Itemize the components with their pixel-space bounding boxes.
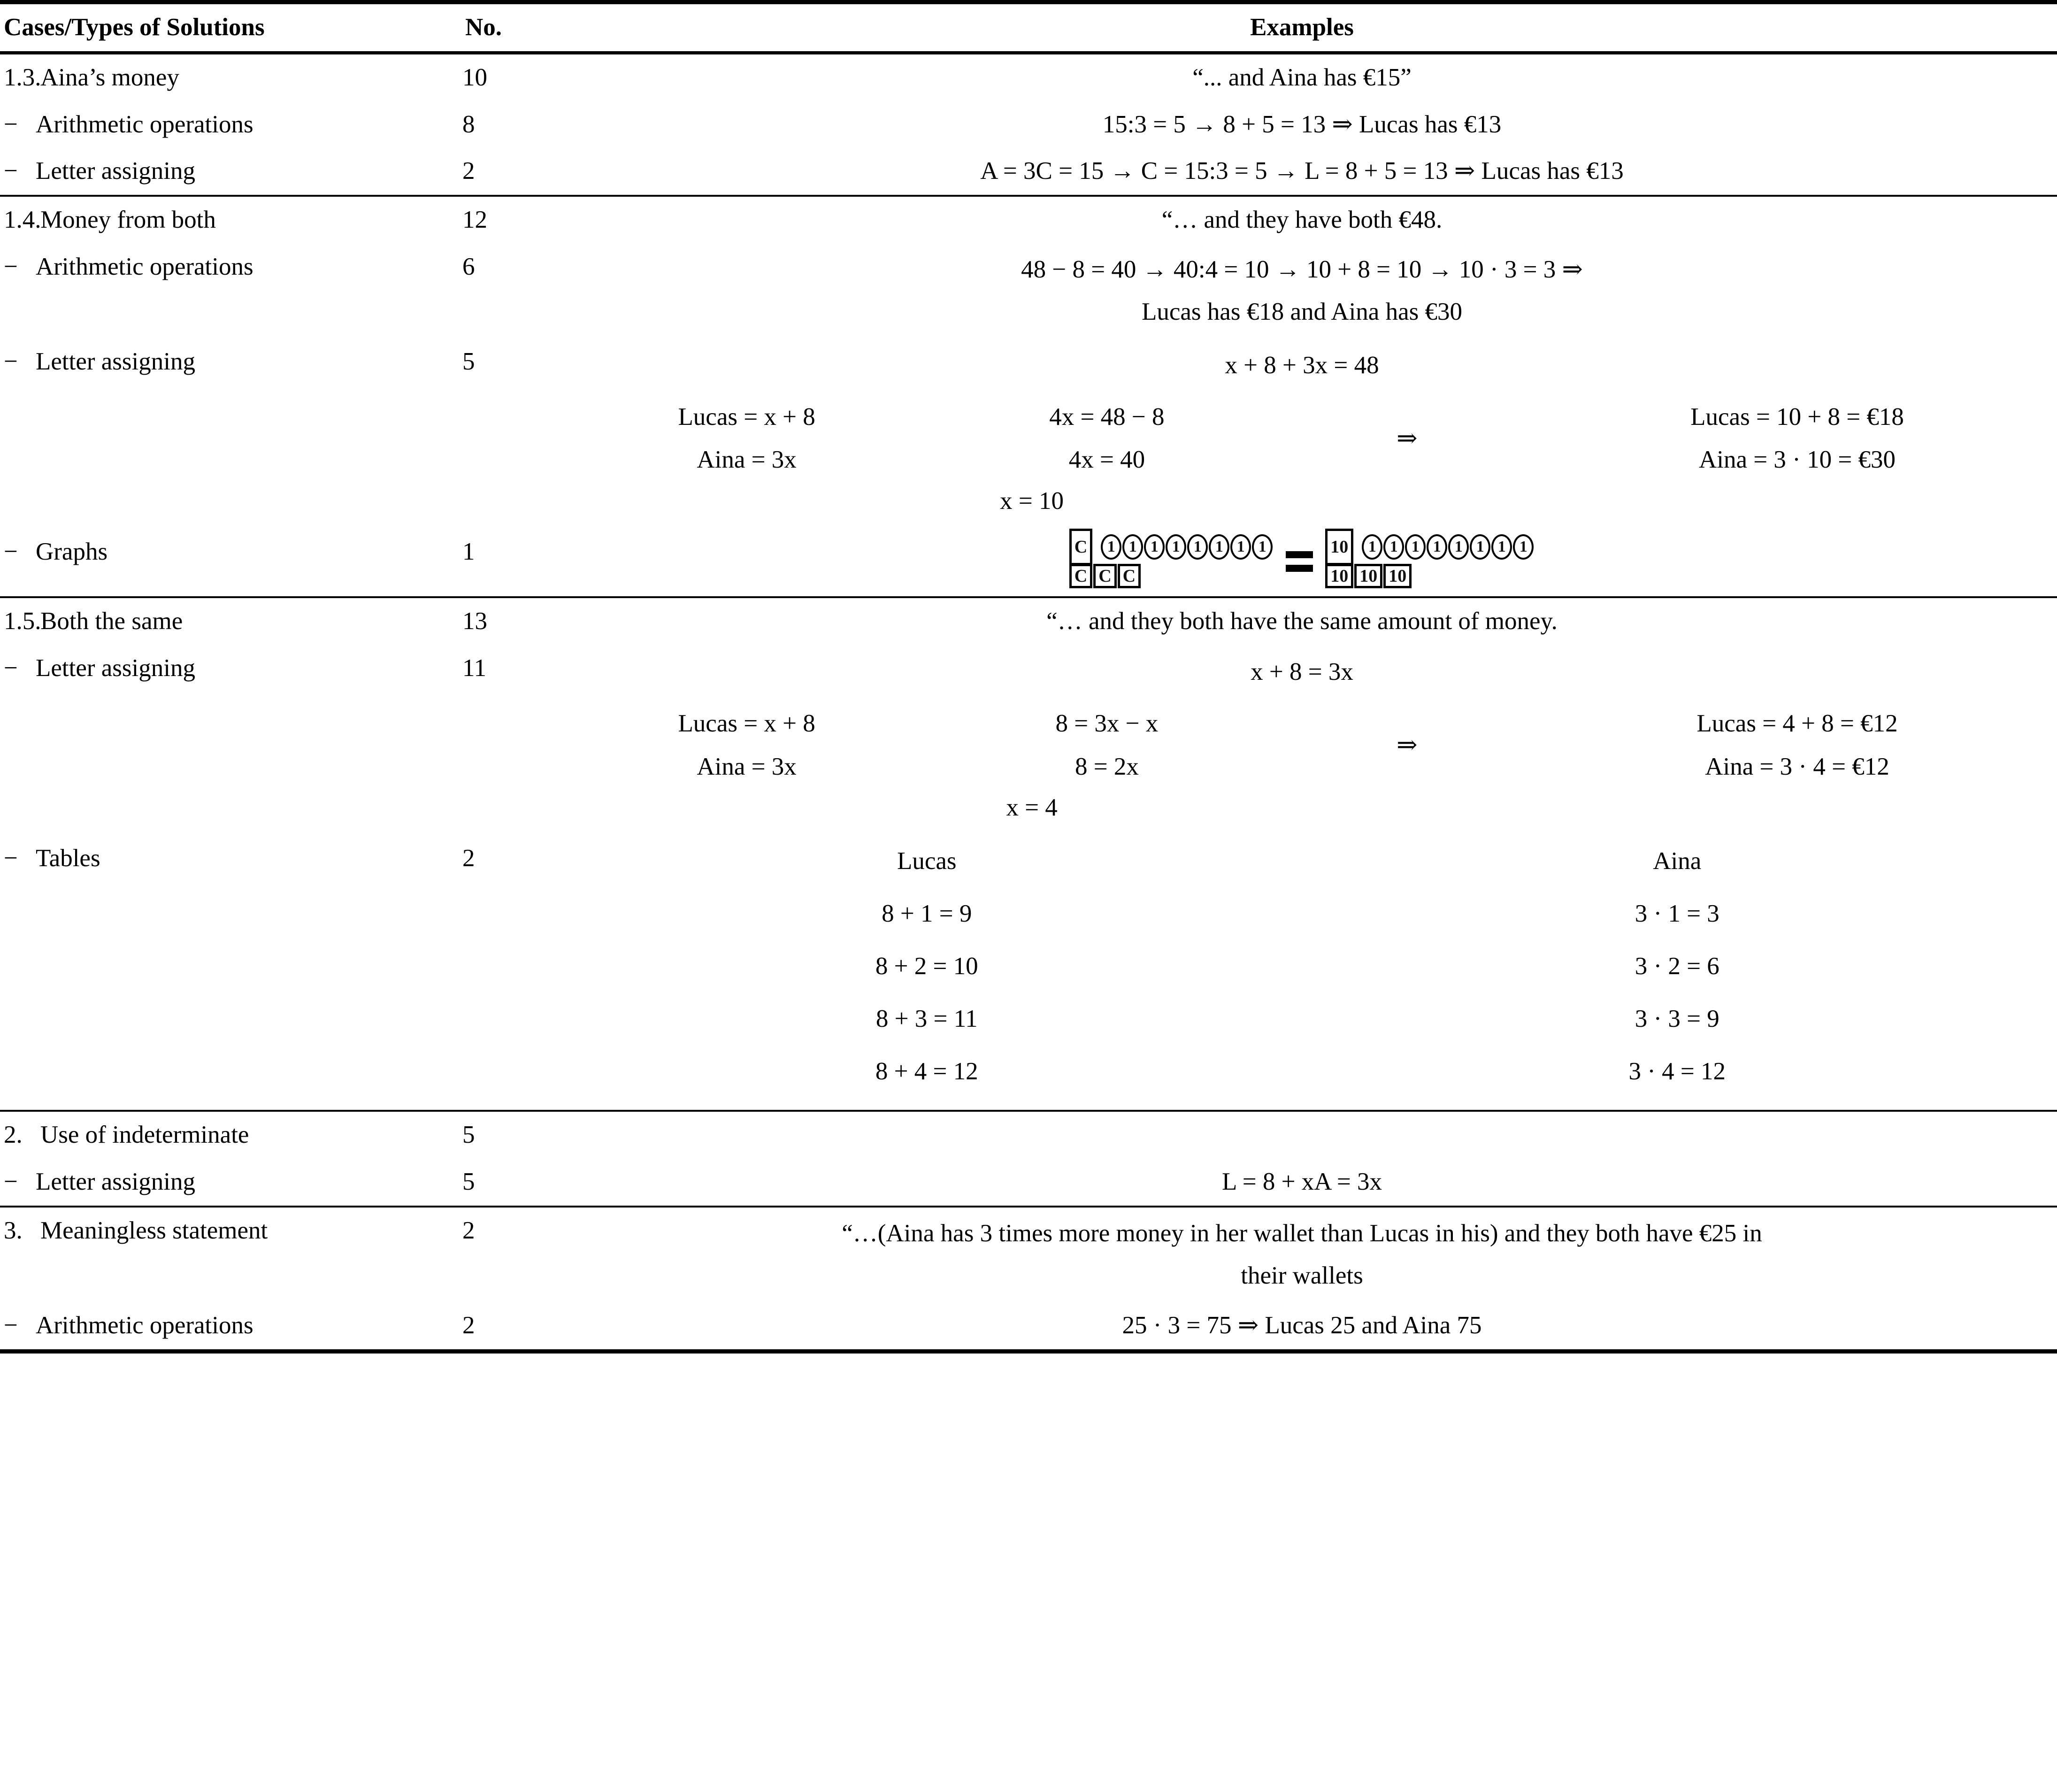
inner-table-cell: 8 + 1 = 9 (882, 900, 972, 928)
subrow-1-5-letter-example (552, 645, 2057, 835)
subrow-2-letter-example: L = 8 + xA = 3x (1222, 1168, 1382, 1196)
equation-cell: 4x = 40 (1068, 446, 1145, 474)
implies-arrow-glyph: ⇒ (1397, 731, 1418, 759)
bullet-dash-icon: − (4, 1168, 18, 1196)
table-row (0, 148, 2057, 195)
inner-table-cell: 3 · 2 = 6 (1635, 952, 1719, 980)
table-row (0, 1207, 2057, 1302)
equation-column-results (1542, 702, 2052, 789)
equation-cell: Lucas = 10 + 8 = €18 (1690, 403, 1904, 431)
header-bottom-rule (0, 51, 2057, 54)
subrow-1-4-graphs-count: 1 (462, 538, 475, 566)
subrow-3-arithmetic-example: 25 · 3 = 75 ⇒ Lucas 25 and Aina 75 (1122, 1311, 1482, 1339)
example-line-1: “…(Aina has 3 times more money in her wallet than Lucas in his) and they both have €25 in (842, 1220, 1762, 1247)
subrow-1-5-tables-label: Tables (36, 845, 100, 872)
equals-bar-top (1286, 551, 1313, 558)
section-3-label: Meaningless statement (40, 1217, 268, 1245)
box-token-10: 10 (1354, 564, 1382, 588)
section-1-4-label: Money from both (40, 206, 216, 234)
section-1-3-count: 10 (462, 63, 487, 91)
subrow-1-4-letter-label-cell (0, 338, 458, 385)
box-token-10: 10 (1325, 529, 1353, 565)
table-row (0, 1159, 2057, 1206)
subrow-3-arithmetic-count: 2 (462, 1311, 475, 1339)
table-row (0, 101, 2057, 148)
diagram-right-group (1325, 533, 1535, 590)
equation-cell: Lucas = x + 8 (678, 709, 815, 737)
subrow-3-arithmetic-label-cell (0, 1302, 458, 1349)
section-3-count: 2 (462, 1217, 475, 1245)
bullet-dash-icon: − (4, 253, 18, 281)
subrow-1-5-tables-count: 2 (462, 845, 475, 872)
box-token-C: C (1069, 529, 1092, 565)
circle-token-1: 1 (1362, 534, 1382, 560)
table-row (0, 197, 2057, 244)
subrow-3-arithmetic-label: Arithmetic operations (36, 1311, 253, 1339)
section-3-label-cell (0, 1207, 458, 1254)
equation-cell: Aina = 3 · 4 = €12 (1705, 753, 1889, 780)
subrow-1-4-letter-example (552, 338, 2057, 529)
circle-token-1: 1 (1144, 534, 1165, 560)
subrow-1-4-letter-count: 5 (462, 347, 475, 375)
equation-cell: Aina = 3x (697, 446, 797, 474)
equation-cell: Lucas = 4 + 8 = €12 (1696, 709, 1898, 737)
inner-table-cell: 3 · 1 = 3 (1635, 900, 1719, 928)
table-row (0, 54, 2057, 101)
box-token-C: C (1093, 564, 1116, 588)
implies-arrow-glyph: ⇒ (1397, 424, 1418, 452)
bullet-dash-icon: − (4, 538, 18, 566)
inner-table-column-aina (1302, 835, 2053, 1098)
header-no: No. (465, 14, 502, 41)
subrow-2-letter-count: 5 (462, 1168, 475, 1196)
equals-operator-icon (1286, 551, 1313, 572)
header-examples: Examples (1250, 14, 1354, 41)
section-1-3-example: “... and Aina has €15” (1192, 63, 1412, 91)
inner-table-cell: 8 + 2 = 10 (875, 952, 978, 980)
inner-table-cell: 3 · 3 = 9 (1635, 1005, 1719, 1032)
section-1-4-count: 12 (462, 206, 487, 234)
subrow-1-5-letter-label-cell (0, 645, 458, 692)
bullet-dash-icon: − (4, 110, 18, 138)
equation-cell: Lucas = x + 8 (678, 403, 815, 431)
section-1-5-label-cell (0, 598, 458, 645)
table-row (0, 529, 2057, 596)
equation-cell: Aina = 3x (697, 753, 797, 780)
circle-token-1: 1 (1405, 534, 1426, 560)
bar-model-diagram (552, 529, 2052, 596)
equation-bottom: x = 4 (1006, 794, 1058, 822)
circle-token-1: 1 (1491, 534, 1512, 560)
diagram-left-group (1069, 533, 1274, 590)
table-row (0, 338, 2057, 529)
circle-token-1: 1 (1209, 534, 1229, 560)
equation-column-steps (942, 702, 1272, 789)
circle-token-1: 1 (1122, 534, 1143, 560)
section-1-4-number: 1.4. (4, 206, 41, 234)
section-3-example (552, 1207, 2057, 1302)
section-2-label: Use of indeterminate (40, 1121, 249, 1149)
subrow-1-4-arithmetic-label: Arithmetic operations (36, 253, 253, 281)
table-row (0, 244, 2057, 338)
circle-token-1: 1 (1230, 534, 1251, 560)
subrow-1-5-letter-count: 11 (462, 654, 487, 682)
subrow-1-3-letter-count: 2 (462, 157, 475, 185)
section-1-4-example: “… and they have both €48. (1161, 206, 1443, 234)
box-token-C: C (1118, 564, 1141, 588)
inner-table (552, 835, 2052, 1098)
subrow-1-5-tables-example (552, 835, 2057, 1110)
circle-token-1: 1 (1187, 534, 1208, 560)
diagram-right-top-line (1325, 533, 1535, 561)
equals-bar-bottom (1286, 565, 1313, 572)
circle-token-1: 1 (1252, 534, 1273, 560)
equation-grid (552, 385, 2052, 482)
inner-table-header: Lucas (897, 847, 957, 875)
subrow-1-4-graphs-label: Graphs (36, 538, 108, 566)
section-2-count: 5 (462, 1121, 475, 1149)
subrow-1-4-graphs-example (552, 529, 2057, 596)
subrow-1-3-letter-label-cell (0, 148, 458, 195)
equation-top: x + 8 = 3x (1251, 658, 1353, 685)
circle-token-1: 1 (1513, 534, 1534, 560)
section-1-4-label-cell (0, 197, 458, 244)
box-token-10: 10 (1325, 564, 1353, 588)
inner-table-cell: 8 + 4 = 12 (875, 1057, 978, 1085)
equation-cell: 8 = 3x − x (1055, 709, 1159, 737)
equation-column-definitions (552, 702, 942, 789)
circle-token-1: 1 (1448, 534, 1469, 560)
equation-column-definitions (552, 396, 942, 482)
diagram-left-bottom-line (1069, 562, 1274, 590)
table-row (0, 645, 2057, 835)
box-token-C: C (1069, 564, 1092, 588)
section-2-example (552, 1112, 2057, 1127)
subrow-1-3-arithmetic-label: Arithmetic operations (36, 110, 253, 138)
section-1-3-label-cell (0, 54, 458, 101)
subrow-1-3-arithmetic-label-cell (0, 101, 458, 148)
subrow-1-4-arithmetic-label-cell (0, 244, 458, 291)
subrow-1-3-letter-label: Letter assigning (36, 157, 195, 185)
box-token-10: 10 (1383, 564, 1412, 588)
section-1-5-count: 13 (462, 608, 487, 635)
section-2-label-cell (0, 1112, 458, 1159)
bullet-dash-icon: − (4, 157, 18, 185)
table-row (0, 835, 2057, 1110)
subrow-1-4-arithmetic-example (552, 244, 2057, 338)
bullet-dash-icon: − (4, 654, 18, 682)
inner-table-column-lucas (552, 835, 1302, 1098)
subrow-1-3-arithmetic-example: 15:3 = 5 → 8 + 5 = 13 ⇒ Lucas has €13 (1102, 110, 1502, 138)
equation-cell: 8 = 2x (1075, 753, 1139, 780)
equation-implies-arrow-icon (1272, 702, 1542, 789)
subrow-1-3-letter-example: A = 3C = 15 → C = 15:3 = 5 → L = 8 + 5 = 13 ⇒ Lucas has €13 (980, 157, 1624, 185)
bullet-dash-icon: − (4, 845, 18, 872)
equation-top: x + 8 + 3x = 48 (1225, 351, 1379, 379)
circle-token-1: 1 (1101, 534, 1121, 560)
circle-token-1: 1 (1427, 534, 1447, 560)
table-header-row (0, 4, 2057, 51)
subrow-2-letter-label: Letter assigning (36, 1168, 195, 1196)
subrow-1-4-arithmetic-count: 6 (462, 253, 475, 281)
subrow-1-4-letter-label: Letter assigning (36, 347, 195, 375)
equation-grid (552, 692, 2052, 789)
section-1-5-label: Both the same (40, 608, 183, 635)
inner-table-cell: 8 + 3 = 11 (875, 1005, 978, 1032)
section-1-3-label: Aina’s money (40, 63, 179, 91)
equation-column-results (1542, 396, 2052, 482)
circle-token-1: 1 (1383, 534, 1404, 560)
equation-implies-arrow-icon (1272, 396, 1542, 482)
bullet-dash-icon: − (4, 1311, 18, 1339)
section-1-5-number: 1.5. (4, 608, 41, 635)
section-2-number: 2. (4, 1121, 23, 1149)
table-row (0, 598, 2057, 645)
equation-cell: Aina = 3 · 10 = €30 (1699, 446, 1896, 474)
subrow-1-5-letter-label: Letter assigning (36, 654, 195, 682)
diagram-right-bottom-line (1325, 562, 1535, 590)
example-line-2: their wallets (1241, 1261, 1363, 1289)
subrow-1-4-graphs-label-cell (0, 529, 458, 576)
example-line-2: Lucas has €18 and Aina has €30 (1142, 298, 1462, 325)
subrow-2-letter-label-cell (0, 1159, 458, 1206)
circle-token-1: 1 (1470, 534, 1490, 560)
subrow-1-3-arithmetic-count: 8 (462, 110, 475, 138)
header-cases: Cases/Types of Solutions (4, 14, 265, 41)
inner-table-cell: 3 · 4 = 12 (1628, 1057, 1726, 1085)
section-1-5-example: “… and they both have the same amount of money. (1046, 608, 1558, 635)
inner-table-header: Aina (1653, 847, 1702, 875)
equation-column-steps (942, 396, 1272, 482)
example-line-1: 48 − 8 = 40 → 40:4 = 10 → 10 + 8 = 10 → 10 · 3 = 3 ⇒ (1021, 256, 1583, 284)
table-row (0, 1302, 2057, 1349)
section-1-3-number: 1.3. (4, 63, 41, 91)
equation-cell: 4x = 48 − 8 (1049, 403, 1165, 431)
subrow-1-5-tables-label-cell (0, 835, 458, 882)
circle-token-1: 1 (1166, 534, 1186, 560)
section-3-number: 3. (4, 1217, 23, 1245)
table-row (0, 1112, 2057, 1159)
table-top-rule (0, 0, 2057, 4)
table-bottom-rule (0, 1349, 2057, 1354)
diagram-left-top-line (1069, 533, 1274, 561)
equation-bottom: x = 10 (1000, 487, 1064, 515)
bullet-dash-icon: − (4, 347, 18, 375)
